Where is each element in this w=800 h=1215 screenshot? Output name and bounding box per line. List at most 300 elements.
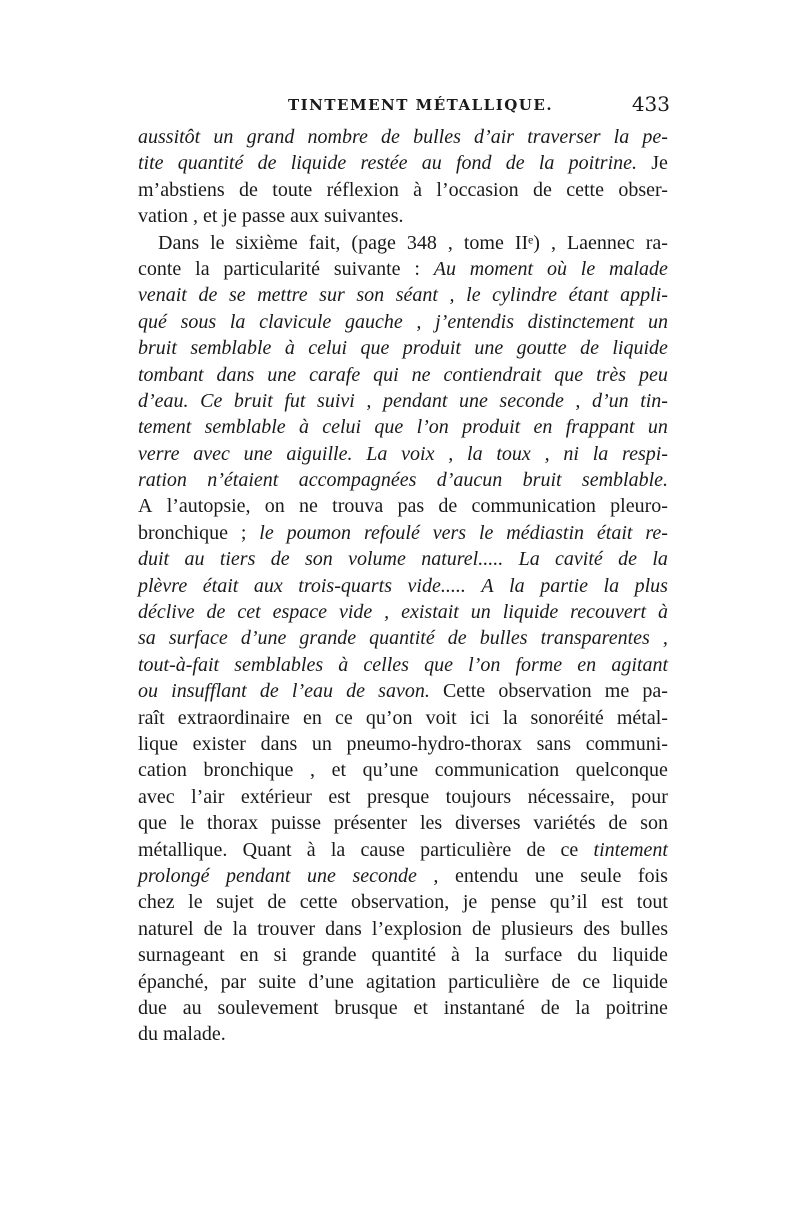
word: liquide [612, 337, 668, 360]
word: presque [367, 785, 430, 808]
word: Laennec [566, 231, 635, 254]
word: que [360, 337, 390, 360]
word: particulière [448, 970, 540, 993]
word: à [306, 838, 316, 861]
word: dans [216, 363, 255, 386]
word: cette [566, 178, 604, 201]
word: de [198, 284, 218, 307]
word: grand [246, 126, 295, 148]
word: à [298, 416, 309, 439]
word: conte [138, 257, 182, 280]
word: Au [433, 257, 456, 280]
word: vers [432, 521, 467, 544]
word: dans [325, 917, 362, 940]
word: La [366, 442, 388, 465]
word: du [577, 944, 598, 967]
text-line [138, 493, 668, 519]
word: pendant [226, 864, 291, 887]
text-line [138, 863, 668, 889]
word: fait, [308, 231, 341, 254]
word: le [188, 891, 203, 914]
word: thorax [207, 812, 259, 835]
word: à [338, 653, 349, 676]
text-line [138, 414, 668, 440]
word: Ce [200, 389, 223, 412]
word: ici [469, 706, 490, 729]
word: naturel..... [421, 548, 504, 571]
word: moment [469, 257, 534, 280]
word: distinctement [527, 310, 635, 333]
word: IIᵉ) [514, 231, 540, 254]
word: cylindre [492, 284, 557, 307]
roman-text: vation , et je passe aux suivantes. [138, 205, 404, 228]
text-line [138, 731, 668, 757]
word: vide..... [407, 574, 466, 597]
word: trouva [332, 495, 384, 518]
word: grande [299, 627, 357, 650]
word: je [462, 891, 478, 914]
word: n’étaient [207, 469, 279, 492]
word: verre [138, 442, 180, 465]
text-line [138, 282, 668, 308]
word: fut [284, 389, 306, 412]
word: ce [582, 970, 601, 993]
body-text [138, 124, 668, 1048]
word: plèvre [138, 574, 188, 597]
word: en [239, 944, 259, 967]
text-line [138, 942, 668, 968]
word: tome [463, 231, 504, 254]
text-line [138, 441, 668, 467]
word: de [270, 548, 290, 571]
word: un [648, 310, 668, 333]
word: celui [322, 416, 362, 439]
word: d’air [474, 126, 515, 148]
word: qui [373, 363, 399, 386]
word: soulevement [217, 996, 319, 1019]
word: un [647, 416, 668, 439]
word: Dans [158, 231, 200, 254]
word: pendant [382, 389, 448, 412]
word: semblable [204, 416, 286, 439]
word: l’air [191, 785, 225, 808]
word: : [414, 257, 420, 280]
word: se [228, 284, 246, 307]
word: bruit [522, 469, 562, 492]
word: la [232, 917, 248, 940]
word: à [451, 944, 460, 967]
text-line [138, 837, 668, 863]
text-line [138, 335, 668, 361]
word: tement [138, 416, 192, 439]
word: de [257, 152, 277, 175]
word: la [229, 310, 246, 333]
word: grande [302, 944, 357, 967]
word: j’entendis [435, 310, 514, 333]
word: instantané [443, 996, 525, 1019]
word: , [384, 601, 390, 624]
word: et [331, 759, 347, 782]
word: extraordinaire [177, 706, 290, 729]
word: que [424, 653, 453, 676]
word: celles [363, 653, 409, 676]
word: particularité [223, 257, 321, 280]
word: entendu [454, 864, 519, 887]
word: sur [319, 284, 345, 307]
word: volume [348, 548, 406, 571]
word: de [580, 337, 599, 360]
word: que [554, 363, 584, 386]
word: , [575, 389, 581, 412]
word: clavicule [259, 310, 332, 333]
word: semblables [234, 653, 324, 676]
word: surface [168, 627, 228, 650]
word: de [551, 970, 571, 993]
word: observation [498, 680, 592, 703]
word: obser- [618, 178, 668, 201]
word: de [259, 680, 279, 703]
word: ou [138, 680, 158, 703]
text-line [138, 995, 668, 1021]
word: l’eau [291, 680, 333, 703]
word: chez [138, 891, 175, 914]
word: l’on [416, 416, 449, 439]
word: cavité [555, 548, 603, 571]
word: la [467, 442, 483, 465]
word: communication [471, 495, 596, 518]
word: sa [138, 627, 156, 650]
word: frappant [565, 416, 635, 439]
word: liquide [612, 944, 668, 967]
word: la [502, 706, 518, 729]
word: au [421, 152, 442, 175]
word: accompagnées [298, 469, 417, 492]
word: prolongé [138, 864, 210, 887]
word: trouver [257, 917, 315, 940]
word: le [478, 521, 494, 544]
word: d’un [591, 389, 629, 412]
word: d’une [308, 970, 354, 993]
word: bulles [620, 917, 668, 940]
word: quelconque [575, 759, 668, 782]
word: une [458, 389, 488, 412]
word: au [184, 548, 205, 571]
word: plusieurs [501, 917, 574, 940]
text-line [138, 889, 668, 915]
word: duit [138, 548, 170, 571]
word: avec [138, 785, 175, 808]
word: qué [138, 310, 167, 333]
word: mettre [257, 284, 308, 307]
word: au [182, 996, 202, 1019]
word: poumon [286, 521, 352, 544]
word: où [546, 257, 567, 280]
word: tombant [138, 363, 204, 386]
word: de [532, 178, 552, 201]
word: communi- [585, 732, 668, 755]
word: insufflant [171, 680, 247, 703]
word: ce [560, 838, 579, 861]
word: de [203, 917, 223, 940]
text-line [138, 652, 668, 678]
word: qu’il [549, 891, 588, 914]
word: l’occasion [436, 178, 519, 201]
word: , [662, 627, 668, 650]
word: La [518, 548, 540, 571]
word: pe- [642, 126, 668, 148]
word: voix [401, 442, 435, 465]
word: la [652, 548, 668, 571]
word: bronchique [138, 521, 228, 544]
word: carafe [309, 363, 361, 386]
word: métallique. [138, 838, 228, 861]
word: aussitôt [138, 126, 201, 148]
word: appli- [620, 284, 668, 307]
word: (page [351, 231, 396, 254]
word: son [356, 284, 385, 307]
word: goutte [516, 337, 567, 360]
word: la [592, 442, 609, 465]
word: tite [138, 152, 164, 175]
word: poitrine. [568, 152, 638, 175]
word: de [206, 601, 226, 624]
word: suite [258, 970, 297, 993]
text-line [138, 916, 668, 942]
word: , [416, 310, 422, 333]
word: à [657, 601, 668, 624]
word: de [381, 126, 400, 148]
text-line [138, 625, 668, 651]
word: 348 [406, 231, 437, 254]
word: , [544, 442, 550, 465]
text-line [138, 599, 668, 625]
text-line [138, 362, 668, 388]
word: puisse [270, 812, 321, 835]
word: pneumo-hydro-thorax [346, 732, 522, 755]
word: tintement [593, 838, 668, 861]
text-line [138, 678, 668, 704]
word: toux [496, 442, 531, 465]
word: , [310, 759, 316, 782]
word: ni [563, 442, 579, 465]
word: suivante [333, 257, 401, 280]
word: en [577, 653, 597, 676]
word: produit [402, 337, 461, 360]
word: espace [272, 601, 328, 624]
word: trois-quarts [298, 574, 392, 597]
word: , [447, 231, 453, 254]
word: son [304, 548, 333, 571]
word: était [596, 521, 633, 544]
word: la [603, 574, 620, 597]
word: tout [636, 891, 668, 914]
word: aux [253, 574, 283, 597]
word: cette [299, 891, 338, 914]
word: quantité [371, 944, 436, 967]
text-line [138, 388, 668, 414]
word: le [580, 257, 596, 280]
word: le [210, 231, 225, 254]
word: est [328, 785, 351, 808]
word: l’autopsie, [166, 495, 251, 518]
word: seconde [352, 864, 417, 887]
word: m’abstiens [138, 178, 225, 201]
word: la [195, 257, 210, 280]
word: bruit [233, 389, 273, 412]
word: que [138, 812, 167, 835]
word: , [449, 284, 455, 307]
word: des [583, 917, 611, 940]
word: ; [240, 521, 247, 544]
word: refoulé [363, 521, 420, 544]
word: vide [338, 601, 373, 624]
word: ne [299, 495, 318, 518]
text-line [138, 573, 668, 599]
word: déclive [138, 601, 195, 624]
word: médiastin [506, 521, 585, 544]
word: tin- [640, 389, 668, 412]
word: en [303, 706, 322, 729]
word: une [534, 864, 564, 887]
word: à [413, 178, 423, 201]
word: nombre [307, 126, 368, 148]
word: et [413, 996, 428, 1019]
text-line [138, 256, 668, 282]
word: A [138, 495, 153, 518]
word: le [259, 521, 274, 544]
word: brusque [334, 996, 398, 1019]
word: surface [504, 944, 563, 967]
word: sans [536, 732, 572, 755]
text-line [138, 150, 668, 176]
word: pas [397, 495, 425, 518]
roman-text: du malade. [138, 1023, 226, 1046]
word: présenter [333, 812, 408, 835]
word: cation [138, 759, 187, 782]
word: agitation [366, 970, 436, 993]
word: liquide [612, 970, 668, 993]
word: seule [580, 864, 622, 887]
word: forme [515, 653, 563, 676]
word: respi- [622, 442, 668, 465]
word: communication [434, 759, 560, 782]
word: le [466, 284, 481, 307]
word: , [550, 231, 556, 254]
word: pour [631, 785, 668, 808]
word: sonoréité [530, 706, 604, 729]
word: de [472, 917, 491, 940]
word: cause [360, 838, 405, 861]
word: liquide [290, 152, 347, 175]
word: son [640, 812, 668, 835]
word: l’explosion [371, 917, 462, 940]
text-line [138, 309, 668, 335]
text-line [138, 969, 668, 995]
word: ra- [645, 231, 668, 254]
word: poitrine [605, 996, 668, 1019]
word: pense [490, 891, 537, 914]
word: me [604, 680, 630, 703]
word: de [438, 495, 458, 518]
word: peu [639, 363, 668, 386]
text-line [138, 467, 668, 493]
word: le [179, 812, 195, 835]
word: seconde [499, 389, 564, 412]
word: celui [308, 337, 348, 360]
word: de [239, 178, 258, 201]
word: est [601, 891, 624, 914]
word: existait [401, 601, 459, 624]
running-title: TINTEMENT MÉTALLIQUE. [288, 96, 554, 114]
word: un [213, 126, 234, 148]
word: une [243, 442, 273, 465]
word: en [533, 416, 553, 439]
word: quantité [177, 152, 244, 175]
text-line [138, 124, 668, 150]
word: on [264, 495, 285, 518]
word: de [505, 152, 525, 175]
word: de [267, 891, 287, 914]
word: avec [193, 442, 230, 465]
word: de [447, 627, 467, 650]
word: particulière [420, 838, 512, 861]
text-line [138, 810, 668, 836]
word: diverses [455, 812, 521, 835]
word: une [307, 864, 336, 887]
word: sous [180, 310, 217, 333]
word: restée [360, 152, 408, 175]
word: l’on [468, 653, 501, 676]
word: extérieur [240, 785, 312, 808]
word: ne [411, 363, 431, 386]
word: de [618, 548, 638, 571]
word: surnageant [138, 944, 225, 967]
word: une [267, 363, 297, 386]
word: quantité [369, 627, 435, 650]
word: , [448, 442, 454, 465]
word: bruit [138, 337, 177, 360]
word: observation, [351, 891, 450, 914]
word: suivi [317, 389, 355, 412]
text-line [138, 705, 668, 731]
word: toujours [445, 785, 512, 808]
word: venait [138, 284, 187, 307]
word: voit [425, 706, 457, 729]
word: la [575, 996, 590, 1019]
text-line [138, 1021, 668, 1047]
word: aiguille. [286, 442, 353, 465]
word: lique [138, 732, 178, 755]
word: de [526, 838, 546, 861]
word: Je [651, 152, 668, 175]
word: malade [609, 257, 668, 280]
word: réflexion [326, 178, 399, 201]
word: naturel [138, 917, 194, 940]
word: de [346, 680, 366, 703]
text-line [138, 520, 668, 546]
word: qu’une [362, 759, 419, 782]
page-number: 433 [631, 92, 670, 116]
word: pa- [642, 680, 668, 703]
word: bulles [479, 627, 528, 650]
word: que [374, 416, 404, 439]
word: traverser [527, 126, 601, 148]
word: à [284, 337, 295, 360]
word: très [596, 363, 627, 386]
word: toute [272, 178, 313, 201]
word: qu’on [365, 706, 413, 729]
word: gauche [344, 310, 403, 333]
